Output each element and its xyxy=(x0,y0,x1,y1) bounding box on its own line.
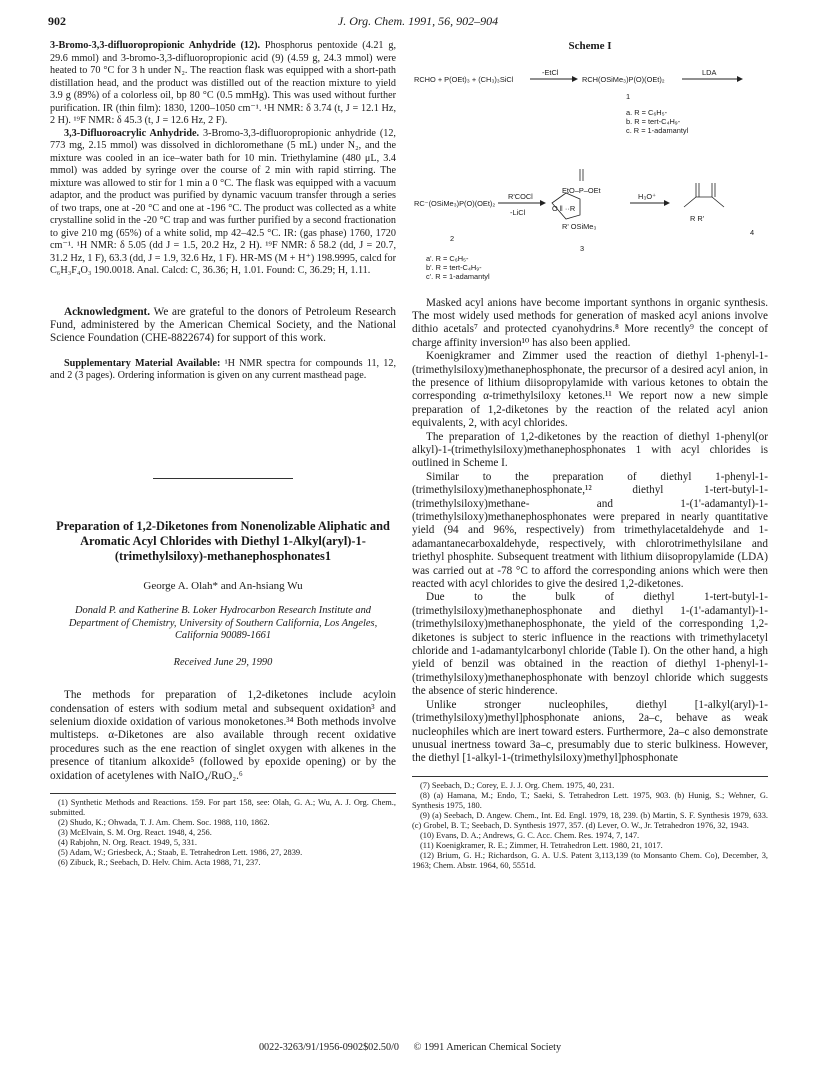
body-paragraph: Due to the bulk of diethyl 1-tert-butyl-1-(trimethylsiloxy)methanephosphonate and diethyl 1-(1'-adamantyl)-1-(trimethylsiloxy)methanephosphonate, the yield of the corresponding 1,2-diketones is subject to steric influence in the reactions with trimethylacetyl chloride and 1-adamantylcarbonyl chloride (Table I). On the other hand, a high yield of benzil was obtained in the reaction of diethyl 1-phenyl-1-(trimethylsiloxy)methanephosphonate with benzoyl chloride which suggests the absence of steric hinderence. xyxy=(412,591,768,698)
acknowledgment-text: We are grateful to the donors of Petroleum Research Fund, administered by the American Chemical Society, and the National Science Foundation (CHE-8822674) for support of this work. xyxy=(50,305,396,345)
footnotes-right xyxy=(412,781,768,871)
footnote: (6) Zibuck, R.; Seebach, D. Helv. Chim. Acta 1988, 71, 237. xyxy=(58,858,261,868)
scheme-arrow-label: R'COCl xyxy=(508,191,533,201)
substituent: c. R = 1-adamantyl xyxy=(626,125,689,135)
right-body xyxy=(412,297,768,766)
footnote: (2) Shudo, K.; Ohwada, T. J. Am. Chem. Soc. 1988, 110, 1862. xyxy=(58,818,270,828)
article-code: 0022-3263/91/1956-0902$02.50/0 xyxy=(258,1042,400,1053)
scheme-arrow-label: H₃O⁺ xyxy=(638,191,656,201)
footnote: (8) (a) Hamana, M.; Endo, T.; Saeki, S. Tetrahedron Lett. 1975, 903. (b) Hunig, S.; Wehner, G. Synthesis 1975, 180. xyxy=(412,790,768,810)
substituent: a. R = C₆H₅- xyxy=(626,107,668,117)
substituent: b'. R = tert-C₄H₉- xyxy=(426,262,482,272)
affiliation: Donald P. and Katherine B. Loker Hydrocarbon Research Institute and Department of Chemistry, University of Southern California, Los Angeles, California 90089-1661 xyxy=(68,605,378,642)
footnote: (5) Adam, W.; Griesbeck, A.; Staab, E. Tetrahedron Lett. 1986, 27, 2839. xyxy=(58,848,303,858)
page-number: 902 xyxy=(48,14,66,28)
paragraph-text: 3-Bromo-3,3-difluoropropionic anhydride (12, 773 mg, 2.15 mmol) was dissolved in dichloromethane (5 mL) under N₂, and the mixture was cooled in an ice–water bath for 10 min. Triethylamine (480 μL, 3.4 mmol) was added by syringe over the course of 2 min with rapid stirring. The mixture was allowed to stir for 1 min a 0 °C. The flask was equipped with a vacuum adaptor, and the product was purified by dynamic vacuum transfer through a series of two traps, one at -20 °C and one at -196 °C. The product was collected as a white crystalline solid in the -20 °C trap and was further purified by a second fractionation to give 210 mg (65%) of a white solid, mp 42–42.5 °C. IR: (gas phase) 1760, 1720 cm⁻¹. ¹H NMR: δ 5.05 (dd J = 1.5, 20.2 Hz, 2 H). ¹⁹F NMR: δ 58.2 (dd, J = 20.7, 31.2 Hz, 1 F), 63.3 (dd, J = 1.9, 32.6 Hz, 1 F). HR-MS (M + H⁺) 198.9995, calcd for C₆H₃F₄O₃ 190.0018. Anal. Calcd: C, 36.36; H, 1.01. Found: C, 36.29; H, 1.11. xyxy=(50,127,396,276)
compound-number: 3 xyxy=(580,243,585,253)
footnote: (10) Evans, D. A.; Andrews, G. C. Acc. Chem. Res. 1974, 7, 147. xyxy=(420,830,640,840)
supplementary-heading: Supplementary Material Available: xyxy=(64,357,221,369)
body-paragraph: Similar to the preparation of diethyl 1-phenyl-1-(trimethylsiloxy)methanephosphonate,¹² diethyl 1-tert-butyl-1-(trimethylsiloxy)methane- and 1-(1'-adamantyl)-1-(trimethylsiloxy)methanephosphonates were prepared in nearly quantitative yield (94 and 96%, respectively) from trimethylacetaldehyde and 1-adamantanecarboxaldehyde, respectively, with chlorotrimethylsilane and triethyl phosphite. Subsequent treatment with lithium diisopropylamide (LDA) was carried out at -78 °C to afford the corresponding anions which were then reacted with acyl chlorides to give the desired 1,2-diketones. xyxy=(412,470,768,591)
body-paragraph: The preparation of 1,2-diketones by the reaction of diethyl 1-phenyl(or alkyl)-1-(trimethylsiloxy)methanephosphonates 1 with acyl chlorides is outlined in Scheme I. xyxy=(412,430,768,470)
acknowledgment xyxy=(50,306,396,346)
scheme-arrow-label: -LiCl xyxy=(510,207,526,217)
footnote: (7) Seebach, D.; Corey, E. J. J. Org. Chem. 1975, 40, 231. xyxy=(420,780,615,790)
footnote: (3) McElvain, S. M. Org. React. 1948, 4, 256. xyxy=(58,828,212,838)
reaction-scheme xyxy=(412,57,768,297)
supplementary-material xyxy=(50,358,396,383)
intermediate-bottom: R' OSiMe₃ xyxy=(562,221,597,231)
intermediate-middle: O ‖ ··R xyxy=(552,203,576,213)
footnote: (12) Brium, G. H.; Richardson, G. A. U.S. Patent 3,113,139 (to Monsanto Chem. Co), December, 3, 1963; Chem. Abstr. 1964, 60, 5551d. xyxy=(412,850,768,870)
scheme-reactants: RCHO + P(OEt)₃ + (CH₃)₃SiCl xyxy=(414,74,514,84)
body-paragraph: Masked acyl anions have become important synthons in organic synthesis. The most widely used methods for generation of masked acyl anions involve dithio acetals⁷ and protected cyanohydrins.⁸ More recently⁹ the concept of charge affinity inversion¹⁰ has also been applied. xyxy=(412,296,768,349)
scheme-arrow-label: -EtCl xyxy=(542,67,559,77)
substituent: c'. R = 1-adamantyl xyxy=(426,271,490,281)
scheme-anion: RC⁻(OSiMe₃)P(O)(OEt)₂ xyxy=(414,198,496,208)
left-column xyxy=(50,40,396,868)
footnotes-left xyxy=(50,798,396,868)
scheme-product-1: RCH(OSiMe₃)P(O)(OEt)₂ xyxy=(582,74,665,84)
intermediate-top: EtO–P–OEt xyxy=(562,185,601,195)
right-column xyxy=(412,40,768,871)
footnote: (1) Synthetic Methods and Reactions. 159. For part 158, see: Olah, G. A.; Wu, A. J. Org. Chem., submitted. xyxy=(50,798,396,818)
supplementary-text: ¹H NMR spectra for compounds 11, 12, and 2 (3 pages). Ordering information is given on any current masthead page. xyxy=(50,357,396,382)
body-paragraph: Unlike stronger nucleophiles, diethyl [1-alkyl(aryl)-1-(trimethylsiloxy)methyl]phosphonate anions, 2a–c, behave as weak nucleophiles which are inert toward esters. Furthermore, 2a–c also demonstrate unusual inertness toward 3a–c, presumably due to steric bulkiness. However, the diethyl [1-alkyl-1-(trimethylsiloxy)methyl]phosphonate xyxy=(412,698,768,765)
journal-citation: J. Org. Chem. 1991, 56, 902–904 xyxy=(337,14,499,28)
footnote: (4) Rabjohn, N. Org. React. 1949, 5, 331. xyxy=(58,838,197,848)
article-title: Preparation of 1,2-Diketones from Nonenolizable Aliphatic and Aromatic Acyl Chlorides with Diethyl 1-Alkyl(aryl)-1-(trimethylsiloxy)-methanephosphonates1 xyxy=(56,518,390,563)
paragraph-bromo-anhydride xyxy=(50,40,396,128)
body-paragraph: Koenigkramer and Zimmer used the reaction of diethyl 1-phenyl-1-(trimethylsiloxy)methanephosphonate, the precursor of a desired acyl anion, in the presence of lithium diisopropylamide with various ketones to obtain the corresponding α-trimethylsiloxy ketones.¹¹ We report now a new simple preparation of 1,2-diketones by the reaction of the related acyl anion equivalents, 2, with acyl chlorides. xyxy=(412,350,768,430)
acknowledgment-heading: Acknowledgment. xyxy=(64,305,151,318)
page-header xyxy=(48,14,788,34)
footnote: (11) Koenigkramer, R. E.; Zimmer, H. Tetrahedron Lett. 1980, 21, 1017. xyxy=(420,840,663,850)
copyright: © 1991 American Chemical Society xyxy=(413,1042,562,1053)
footnote: (9) (a) Seebach, D. Angew. Chem., Int. Ed. Engl. 1979, 18, 239. (b) Martin, S. F. Synthesis 1979, 633. (c) Grobel, B. T.; Seebach, D. Synthesis 1977, 357. (d) Lever, O. W., Jr. Tetrahedron 1976, 32, 1943. xyxy=(412,810,768,830)
paragraph-heading: 3,3-Difluoroacrylic Anhydride. xyxy=(64,127,200,139)
compound-number: 2 xyxy=(450,233,455,243)
substituent: a'. R = C₆H₅- xyxy=(426,253,469,263)
received-date: Received June 29, 1990 xyxy=(173,656,273,668)
scheme-arrow-label: LDA xyxy=(702,67,717,77)
footnote-divider xyxy=(412,776,768,777)
page-footer xyxy=(0,1042,820,1053)
diketone-substituents: R R' xyxy=(690,213,705,223)
authors: George A. Olah* and An-hsiang Wu xyxy=(143,579,303,592)
paragraph-heading: 3-Bromo-3,3-difluoropropionic Anhydride (12). xyxy=(50,40,261,51)
paragraph-difluoroacrylic xyxy=(50,128,396,278)
paragraph-text: Phosphorus pentoxide (4.21 g, 29.6 mmol) and 3-bromo-3,3-difluoropropionic acid (9) (4.59 g, 24.3 mmol) were heated to 70 °C for 3 h under N₂. The reaction flask was equipped with a short-path distillation head, and the product was distilled out of the reaction mixture to yield 3.9 g (89%) of a colorless oil, bp 80 °C (0.5 mmHg). This was used without further purification. IR (thin film): 1830, 1200–1050 cm⁻¹. ¹H NMR: δ 3.74 (t, J = 12.1 Hz, 2 H). ¹⁹F NMR: δ 45.3 (t, J = 12.6 Hz, 2 F). xyxy=(50,40,397,126)
compound-number: 4 xyxy=(750,227,755,237)
section-divider xyxy=(153,478,293,479)
footnote-divider xyxy=(50,793,396,794)
compound-number: 1 xyxy=(626,91,631,101)
substituent: b. R = tert-C₄H₉- xyxy=(626,116,681,126)
scheme-title: Scheme I xyxy=(568,40,612,52)
intro-paragraph: The methods for preparation of 1,2-diketones include acyloin condensation of esters with sodium metal and subsequent oxidation³ and selenium dioxide oxidation of various monoketones.³⁴ Both methods involve multisteps. α-Diketones are also available through recent oxidative procedures such as the ene reaction of singlet oxygen with alkenes in the presence of titanium alkoxide⁵ (followed by epoxide opening) or by the oxidation of acetylenes with NaIO₄/RuO₂.⁶ xyxy=(50,689,396,782)
